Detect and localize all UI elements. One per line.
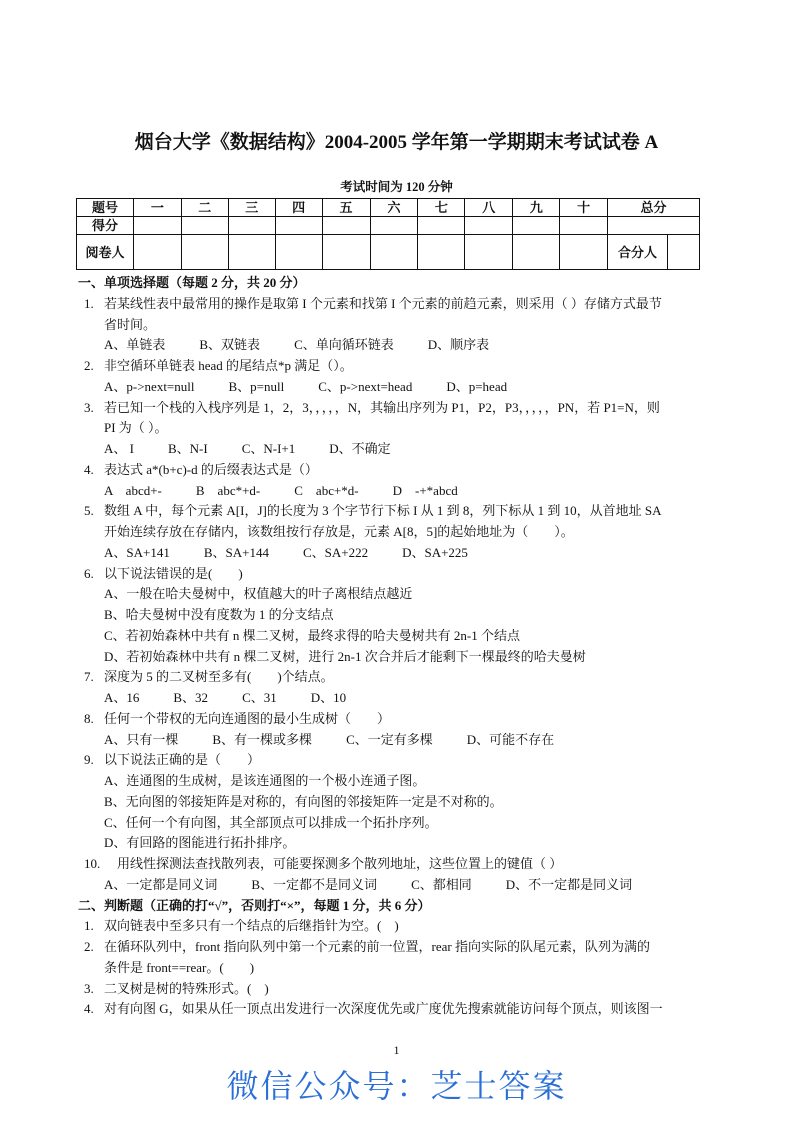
score-cell xyxy=(181,217,228,235)
option: B、p=null xyxy=(228,378,285,394)
total-score-cell xyxy=(608,217,700,235)
question-text: 深度为 5 的二叉树至多有( )个结点。 xyxy=(104,669,334,685)
option: B、无向图的邻接矩阵是对称的，有向图的邻接矩阵一定是不对称的。 xyxy=(104,793,503,809)
options-row xyxy=(104,378,541,396)
question-text: 以下说法正确的是（ ） xyxy=(104,752,261,768)
question-text: 双向链表中至多只有一个结点的后继指针为空。( ) xyxy=(104,918,399,934)
option: B abc*+d- xyxy=(195,482,261,498)
score-cell xyxy=(465,217,513,235)
section2-heading: 二、判断题（正确的打“√”，否则打“×”，每题 1 分，共 6 分） xyxy=(78,897,431,913)
option: A、 I xyxy=(104,441,134,456)
score-table xyxy=(76,198,700,270)
header-cell: 题号 xyxy=(77,199,134,217)
question-text: 条件是 front==rear。( ) xyxy=(104,959,255,975)
score-cell xyxy=(418,217,465,235)
question-text: 非空循环单链表 head 的尾结点*p 满足（）。 xyxy=(104,358,353,373)
grader-cell xyxy=(513,235,560,270)
question-number: 10. xyxy=(84,856,101,871)
score-cell xyxy=(275,217,322,235)
question-text: 省时间。 xyxy=(104,316,157,332)
options-row xyxy=(104,482,492,500)
question-text: 二叉树是树的特殊形式。( ) xyxy=(104,980,269,996)
section1-heading: 一、单项选择题（每题 2 分，共 20 分） xyxy=(78,275,306,290)
question-text: 表达式 a*(b+c)-d 的后缀表达式是（） xyxy=(104,461,318,477)
question-number: 7. xyxy=(84,669,94,685)
header-cell: 六 xyxy=(370,199,418,217)
option: A、p->next=null xyxy=(104,378,195,394)
option: B、32 xyxy=(173,690,209,705)
option: B、双链表 xyxy=(199,337,261,353)
option: D、不一定都是同义词 xyxy=(505,876,633,892)
options-row xyxy=(104,689,380,707)
header-cell: 五 xyxy=(322,199,370,217)
option: C、单向循环链表 xyxy=(294,337,394,353)
score-row-label: 得分 xyxy=(77,217,134,235)
question-number: 5. xyxy=(84,503,94,519)
header-cell: 总分 xyxy=(608,199,700,217)
score-cell xyxy=(228,217,275,235)
option: C、任何一个有向图，其全部顶点可以排成一个拓扑序列。 xyxy=(104,814,438,830)
option: C、若初始森林中共有 n 棵二叉树，最终求得的哈夫曼树共有 2n-1 个结点 xyxy=(104,627,521,643)
question-number: 4. xyxy=(84,1001,94,1017)
page-title: 烟台大学《数据结构》2004-2005 学年第一学期期末考试试卷 A xyxy=(134,132,659,153)
option: A、一般在哈夫曼树中，权值越大的叶子离根结点越近 xyxy=(104,586,413,602)
grader-cell xyxy=(560,235,608,270)
question-text: 在循环队列中，front 指向队列中第一个元素的前一位置，rear 指向实际的队尾元素，队列为满的 xyxy=(104,939,650,954)
grader-cell xyxy=(465,235,513,270)
question-text: 开始连续存放在存储内，该数组按行存放是，元素 A[8，5]的起始地址为（ ）。 xyxy=(104,524,574,539)
score-cell xyxy=(322,217,370,235)
options-row xyxy=(104,544,502,562)
options-row xyxy=(104,731,588,749)
options-row xyxy=(104,336,523,354)
question-text: 以下说法错误的是( ) xyxy=(104,565,243,581)
option: C、SA+222 xyxy=(302,544,369,560)
option: C、一定有多棵 xyxy=(346,731,433,747)
grader-cell xyxy=(228,235,275,270)
grader-cell xyxy=(181,235,228,270)
option: A、单链表 xyxy=(104,337,166,353)
option: D、不确定 xyxy=(329,441,391,456)
option: C、都相同 xyxy=(411,876,472,892)
question-number: 8. xyxy=(84,710,94,726)
option: D、10 xyxy=(310,690,347,705)
combiner-label: 合分人 xyxy=(608,235,668,270)
grader-cell xyxy=(275,235,322,270)
grader-row-label: 阅卷人 xyxy=(77,235,134,270)
question-text: 用线性探测法查找散列表，可能要探测多个散列地址，这些位置上的键值（ ） xyxy=(104,856,563,871)
grader-cell xyxy=(322,235,370,270)
option: C abc+*d- xyxy=(294,482,359,498)
options-row xyxy=(104,440,425,458)
question-number: 6. xyxy=(84,565,94,581)
question-number: 9. xyxy=(84,752,94,768)
option: D、若初始森林中共有 n 棵二叉树，进行 2n-1 次合并后才能剩下一棵最终的哈夫曼树 xyxy=(104,648,586,664)
option: C、31 xyxy=(242,690,277,705)
question-number: 1. xyxy=(84,295,94,311)
watermark: 微信公众号：芝士答案 xyxy=(226,1067,567,1105)
header-cell: 九 xyxy=(513,199,560,217)
question-text: 数组 A 中，每个元素 A[I，J]的长度为 3 个字节行下标 I 从 1 到 8，列下标从 1 到 10，从首地址 SA xyxy=(104,503,662,519)
question-text: 对有向图 G，如果从任一顶点出发进行一次深度优先或广度优先搜索就能访问每个顶点，则该图一 xyxy=(104,1001,663,1017)
grader-cell xyxy=(370,235,418,270)
score-row xyxy=(77,217,700,235)
question-number: 2. xyxy=(84,358,94,373)
score-cell xyxy=(560,217,608,235)
option: A、SA+141 xyxy=(104,544,170,560)
question-number: 2. xyxy=(84,939,94,954)
option: B、有一棵或多棵 xyxy=(212,731,313,747)
option: A、16 xyxy=(104,690,140,705)
score-cell xyxy=(370,217,418,235)
page-number: 1 xyxy=(393,1043,400,1057)
question-number: 1. xyxy=(84,918,94,934)
question-text: 若某线性表中最常用的操作是取第 I 个元素和找第 I 个元素的前趋元素，则采用（ ）存储方式最节 xyxy=(104,295,662,311)
option: B、一定都不是同义词 xyxy=(251,876,378,892)
question-text: 若已知一个栈的入栈序列是 1，2，3，，，，，N，其输出序列为 P1，P2，P3，，，，，PN，若 P1=N，则 xyxy=(104,399,660,415)
option: D、有回路的图能进行拓扑排序。 xyxy=(104,835,296,851)
header-cell: 三 xyxy=(228,199,275,217)
option: A、只有一棵 xyxy=(104,731,179,747)
option: B、哈夫曼树中没有度数为 1 的分支结点 xyxy=(104,607,334,622)
option: A、连通图的生成树，是该连通图的一个极小连通子图。 xyxy=(104,773,426,788)
score-cell xyxy=(133,217,181,235)
header-cell: 二 xyxy=(181,199,228,217)
option: B、N-I xyxy=(167,441,208,456)
header-cell: 七 xyxy=(418,199,465,217)
option: A、一定都是同义词 xyxy=(104,876,218,892)
option: D、可能不存在 xyxy=(466,731,555,747)
option: D、顺序表 xyxy=(427,337,490,353)
header-cell: 八 xyxy=(465,199,513,217)
option: C、p->next=head xyxy=(318,378,413,394)
options-row xyxy=(104,876,666,894)
header-cell: 一 xyxy=(133,199,181,217)
question-number: 4. xyxy=(84,461,94,477)
score-table-header-row xyxy=(77,199,700,217)
question-number: 3. xyxy=(84,980,94,996)
option: B、SA+144 xyxy=(203,544,269,560)
exam-time: 考试时间为 120 分钟 xyxy=(340,180,453,194)
question-text: 任何一个带权的无向连通图的最小生成树（ ） xyxy=(104,710,391,726)
score-cell xyxy=(513,217,560,235)
option: D、SA+225 xyxy=(402,544,468,560)
question-text: PI 为（ ）。 xyxy=(104,420,168,436)
option: A abcd+- xyxy=(104,482,162,498)
question-number: 3. xyxy=(84,399,94,415)
option: D -+*abcd xyxy=(392,482,458,498)
header-cell: 十 xyxy=(560,199,608,217)
grader-cell xyxy=(418,235,465,270)
option: D、p=head xyxy=(446,378,508,394)
grader-cell xyxy=(133,235,181,270)
option: C、N-I+1 xyxy=(241,441,296,456)
combiner-cell xyxy=(668,235,700,270)
header-cell: 四 xyxy=(275,199,322,217)
grader-row xyxy=(77,235,700,270)
